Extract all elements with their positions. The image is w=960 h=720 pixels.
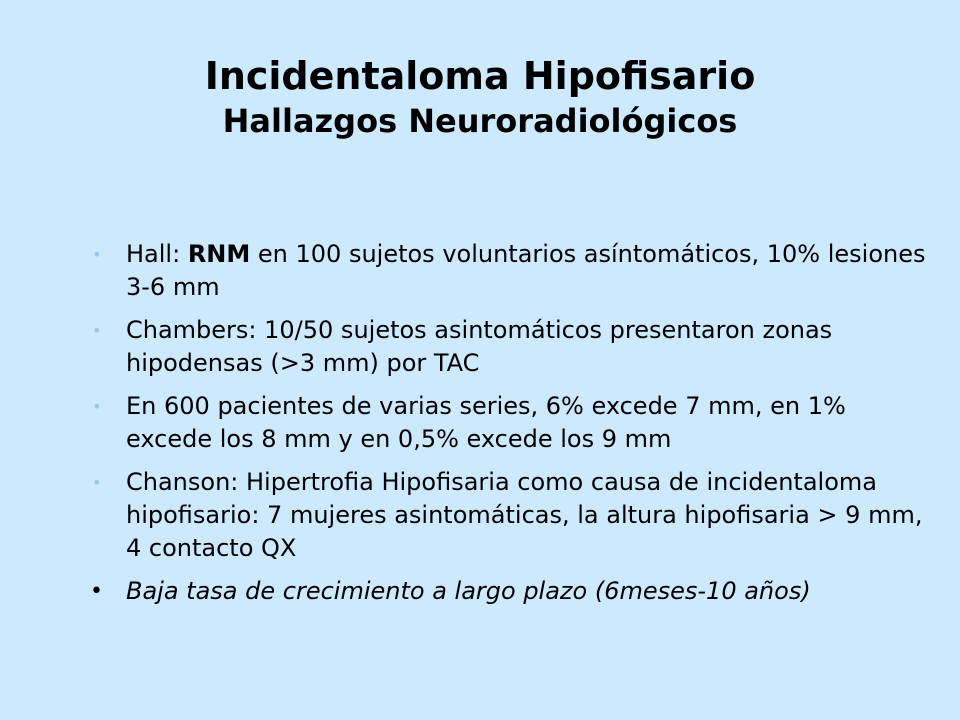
bullet-item-growth-rate [88,575,938,608]
slide-title: Incidentaloma Hipofisario [204,54,756,98]
bullet-text-prefix: Hall: [126,240,188,268]
bullet-text: Chambers: 10/50 sujetos asintomáticos presentaron zonas hipodensas (>3 mm) por TAC [126,316,833,377]
bullet-text-bold: RNM [187,240,251,268]
bullet-text-rest: en 100 sujetos voluntarios asíntomáticos, 10% lesiones 3-6 mm [126,240,926,301]
bullet-list [88,238,938,618]
bullet-marker: • [92,397,102,416]
bullet-text: En 600 pacientes de varias series, 6% excede 7 mm, en 1% excede los 8 mm y en 0,5% excede los 9 mm [126,392,846,453]
bullet-marker: • [92,321,102,340]
bullet-item-chambers [88,314,938,380]
bullet-marker: • [92,473,102,492]
bullet-text: Baja tasa de crecimiento a largo plazo (6meses-10 años) [126,577,811,605]
bullet-item-series [88,390,938,456]
bullet-marker: • [92,245,102,264]
title-block [0,52,960,142]
slide-subtitle: Hallazgos Neuroradiológicos [222,102,738,140]
bullet-item-hall [88,238,938,304]
bullet-marker: • [90,579,103,604]
bullet-item-chanson [88,466,938,565]
bullet-text: Chanson: Hipertrofia Hipofisaria como causa de incidentaloma hipofisario: 7 mujeres asintomáticas, la altura hipofisaria > 9 mm, 4 contacto QX [126,468,923,562]
